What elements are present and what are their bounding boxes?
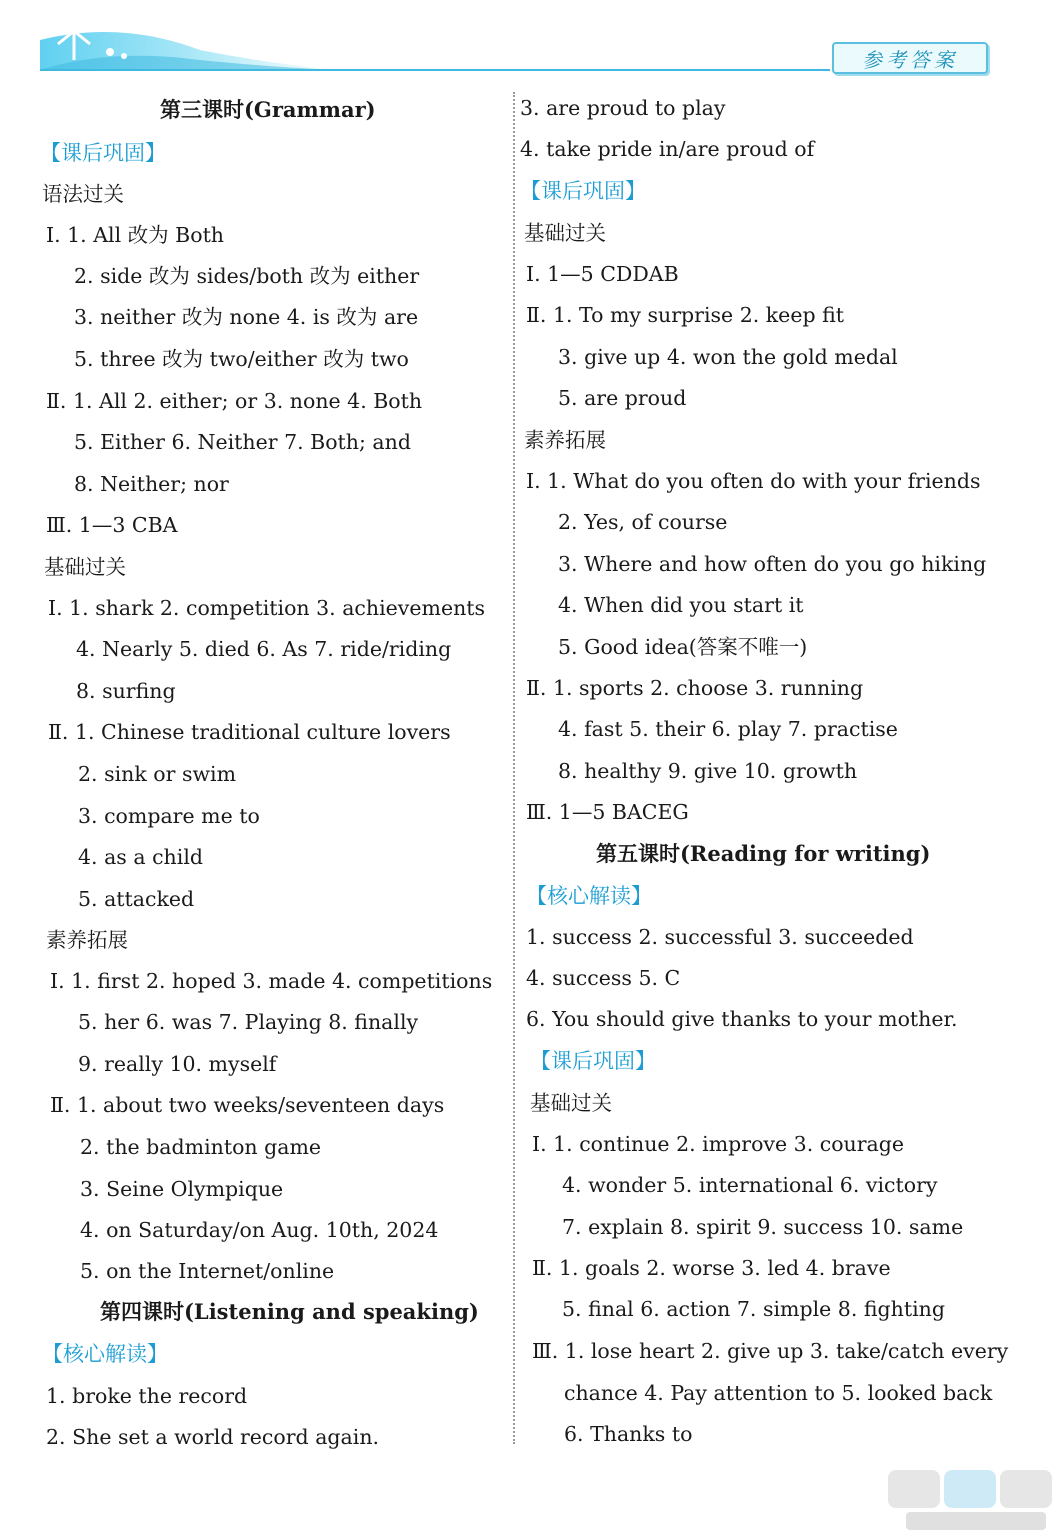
answer-line: 1. broke the record <box>46 1384 248 1408</box>
section-heading: 【课后巩固】 <box>40 141 166 165</box>
answer-line: Ⅰ. 1. shark 2. competition 3. achievements <box>48 596 486 620</box>
answer-line: Ⅰ. 1. All 改为 Both <box>46 223 225 247</box>
section-heading: 【核心解读】 <box>526 884 652 908</box>
answer-line: 5. final 6. action 7. simple 8. fighting <box>562 1297 945 1321</box>
answer-line: 4. success 5. C <box>526 966 681 990</box>
answer-line: 5. Either 6. Neither 7. Both; and <box>74 430 411 454</box>
answer-line: 5. Good idea(答案不唯一) <box>558 635 808 659</box>
answer-line: 4. Nearly 5. died 6. As 7. ride/riding <box>76 637 452 661</box>
answer-line: 4. wonder 5. international 6. victory <box>562 1173 938 1197</box>
answer-line: 5. are proud <box>558 386 687 410</box>
answer-line: 2. Yes, of course <box>558 510 728 534</box>
answer-line: 4. as a child <box>78 845 203 869</box>
answer-line: Ⅰ. 1. first 2. hoped 3. made 4. competitions <box>50 969 493 993</box>
answer-line: 4. take pride in/are proud of <box>520 137 815 161</box>
answer-line: Ⅲ. 1—5 BACEG <box>526 800 689 824</box>
answer-line: 5. three 改为 two/either 改为 two <box>74 347 409 371</box>
answer-line: Ⅰ. 1. What do you often do with your friends <box>526 469 981 493</box>
subsection-heading: 素养拓展 <box>524 428 606 452</box>
section-heading: 【核心解读】 <box>42 1342 168 1366</box>
answer-line: chance 4. Pay attention to 5. looked back <box>564 1381 993 1405</box>
answer-line: Ⅲ. 1. lose heart 2. give up 3. take/catch every <box>532 1339 1009 1363</box>
answer-line: Ⅰ. 1. continue 2. improve 3. courage <box>532 1132 905 1156</box>
answer-line: 5. her 6. was 7. Playing 8. finally <box>78 1010 419 1034</box>
answer-line: 6. You should give thanks to your mother. <box>526 1007 958 1031</box>
answer-line: 3. Seine Olympique <box>80 1177 284 1201</box>
answer-line: Ⅱ. 1. about two weeks/seventeen days <box>50 1093 445 1117</box>
lesson-title: 第四课时(Listening and speaking) <box>100 1299 479 1324</box>
answer-line: Ⅱ. 1. goals 2. worse 3. led 4. brave <box>532 1256 891 1280</box>
watermark-logo <box>886 1466 1056 1532</box>
answer-line: 8. surfing <box>76 679 176 703</box>
answer-line: Ⅰ. 1—5 CDDAB <box>526 262 679 286</box>
answer-line: 8. Neither; nor <box>74 472 229 496</box>
answer-line: Ⅱ. 1. All 2. either; or 3. none 4. Both <box>46 389 423 413</box>
subsection-heading: 基础过关 <box>530 1091 612 1115</box>
answer-line: 4. When did you start it <box>558 593 804 617</box>
page-header <box>0 0 1062 86</box>
answer-line: Ⅱ. 1. Chinese traditional culture lovers <box>48 720 451 744</box>
subsection-heading: 语法过关 <box>42 182 124 206</box>
section-heading: 【课后巩固】 <box>520 179 646 203</box>
lesson-title: 第三课时(Grammar) <box>160 97 376 122</box>
answer-line: 3. give up 4. won the gold medal <box>558 345 898 369</box>
answer-line: 3. neither 改为 none 4. is 改为 are <box>74 305 419 329</box>
subsection-heading: 素养拓展 <box>46 928 128 952</box>
answer-line: 1. success 2. successful 3. succeeded <box>526 925 914 949</box>
answer-line: 7. explain 8. spirit 9. success 10. same <box>562 1215 964 1239</box>
answer-line: 4. on Saturday/on Aug. 10th, 2024 <box>80 1218 439 1242</box>
answer-line: 3. are proud to play <box>520 96 726 120</box>
subsection-heading: 基础过关 <box>524 221 606 245</box>
answer-line: 2. side 改为 sides/both 改为 either <box>74 264 420 288</box>
answer-line: Ⅱ. 1. sports 2. choose 3. running <box>526 676 864 700</box>
answer-line: 3. Where and how often do you go hiking <box>558 552 987 576</box>
answer-line: Ⅱ. 1. To my surprise 2. keep fit <box>526 303 845 327</box>
answer-line: 5. on the Internet/online <box>80 1259 335 1283</box>
answer-line: 9. really 10. myself <box>78 1052 277 1076</box>
answer-line: 2. the badminton game <box>80 1135 322 1159</box>
subsection-heading: 基础过关 <box>44 555 126 579</box>
answer-line: 5. attacked <box>78 887 195 911</box>
column-divider <box>513 92 515 1444</box>
answer-line: 2. sink or swim <box>78 762 237 786</box>
answer-line: 4. fast 5. their 6. play 7. practise <box>558 717 898 741</box>
answer-line: 8. healthy 9. give 10. growth <box>558 759 858 783</box>
lesson-title: 第五课时(Reading for writing) <box>596 841 931 866</box>
answer-line: 6. Thanks to <box>564 1422 693 1446</box>
answer-line: Ⅲ. 1—3 CBA <box>46 513 178 537</box>
section-heading: 【课后巩固】 <box>530 1049 656 1073</box>
answer-key-badge: 参考答案 <box>832 42 988 74</box>
answer-line: 3. compare me to <box>78 804 260 828</box>
answer-line: 2. She set a world record again. <box>46 1425 380 1449</box>
